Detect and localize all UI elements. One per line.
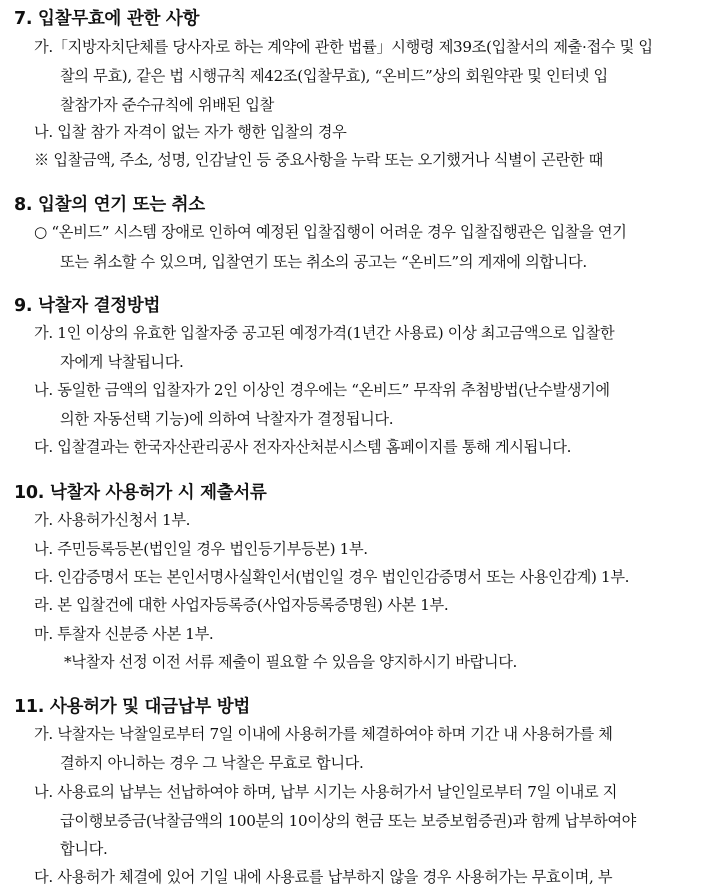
section-heading-9: 9. 낙찰자 결정방법 bbox=[14, 296, 161, 316]
section-7-line-2: 찰의 무효), 같은 법 시행규칙 제42조(입찰무효), “온비드”상의 회원약관 및 인터넷 입 bbox=[60, 67, 608, 85]
section-10-line-4: 라. 본 입찰건에 대한 사업자등록증(사업자등록증명원) 사본 1부. bbox=[34, 596, 449, 614]
section-8-line-1: ○ “온비드” 시스템 장애로 인하여 예정된 입찰집행이 어려운 경우 입찰집행관은 입찰을 연기 bbox=[34, 223, 627, 241]
section-heading-10: 10. 낙찰자 사용허가 시 제출서류 bbox=[14, 483, 267, 503]
section-heading-11: 11. 사용허가 및 대금납부 방법 bbox=[14, 697, 250, 717]
section-heading-7: 7. 입찰무효에 관한 사항 bbox=[14, 9, 200, 29]
section-11-line-3: 나. 사용료의 납부는 선납하여야 하며, 납부 시기는 사용허가서 날인일로부터 7일 이내로 지 bbox=[34, 783, 618, 801]
section-7-line-3: 찰참가자 준수규칙에 위배된 입찰 bbox=[60, 96, 274, 114]
section-7-note: ※ 입찰금액, 주소, 성명, 인감날인 등 중요사항을 누락 또는 오기했거나 식별이 곤란한 때 bbox=[34, 151, 603, 169]
section-11-line-5: 합니다. bbox=[60, 840, 108, 858]
section-9-line-4: 의한 자동선택 기능)에 의하여 낙찰자가 결정됩니다. bbox=[60, 410, 394, 428]
section-10-note: *낙찰자 선정 이전 서류 제출이 필요할 수 있음을 양지하시기 바랍니다. bbox=[64, 653, 518, 671]
section-11-line-1: 가. 낙찰자는 낙찰일로부터 7일 이내에 사용허가를 체결하여야 하며 기간 내 사용허가를 체 bbox=[34, 725, 613, 743]
section-10-line-1: 가. 사용허가신청서 1부. bbox=[34, 511, 191, 529]
section-7-line-4: 나. 입찰 참가 자격이 없는 자가 행한 입찰의 경우 bbox=[34, 123, 347, 141]
section-10-line-2: 나. 주민등록등본(법인일 경우 법인등기부등본) 1부. bbox=[34, 540, 368, 558]
section-9-line-5: 다. 입찰결과는 한국자산관리공사 전자자산처분시스템 홈페이지를 통해 게시됩니다. bbox=[34, 438, 572, 456]
section-11-line-2: 결하지 아니하는 경우 그 낙찰은 무효로 합니다. bbox=[60, 754, 364, 772]
section-8-line-2: 또는 취소할 수 있으며, 입찰연기 또는 취소의 공고는 “온비드”의 게재에 의합니다. bbox=[60, 253, 587, 271]
section-11-line-4: 급이행보증금(낙찰금액의 100분의 10이상의 현금 또는 보증보험증권)과 함께 납부하여야 bbox=[60, 812, 636, 830]
section-heading-8: 8. 입찰의 연기 또는 취소 bbox=[14, 195, 205, 215]
section-11-line-6: 다. 사용허가 체결에 있어 기일 내에 사용료를 납부하지 않을 경우 사용허가는 무효이며, 부 bbox=[34, 868, 613, 886]
section-9-line-2: 자에게 낙찰됩니다. bbox=[60, 353, 184, 371]
section-9-line-3: 나. 동일한 금액의 입찰자가 2인 이상인 경우에는 “온비드” 무작위 추첨방법(난수발생기에 bbox=[34, 381, 610, 399]
section-10-line-3: 다. 인감증명서 또는 본인서명사실확인서(법인일 경우 법인인감증명서 또는 사용인감계) 1부. bbox=[34, 568, 630, 586]
section-10-line-5: 마. 투찰자 신분증 사본 1부. bbox=[34, 625, 214, 643]
section-9-line-1: 가. 1인 이상의 유효한 입찰자중 공고된 예정가격(1년간 사용료) 이상 최고금액으로 입찰한 bbox=[34, 324, 615, 342]
section-7-line-1: 가.「지방자치단체를 당사자로 하는 계약에 관한 법률」시행령 제39조(입찰서의 제출·접수 및 입 bbox=[34, 38, 653, 56]
